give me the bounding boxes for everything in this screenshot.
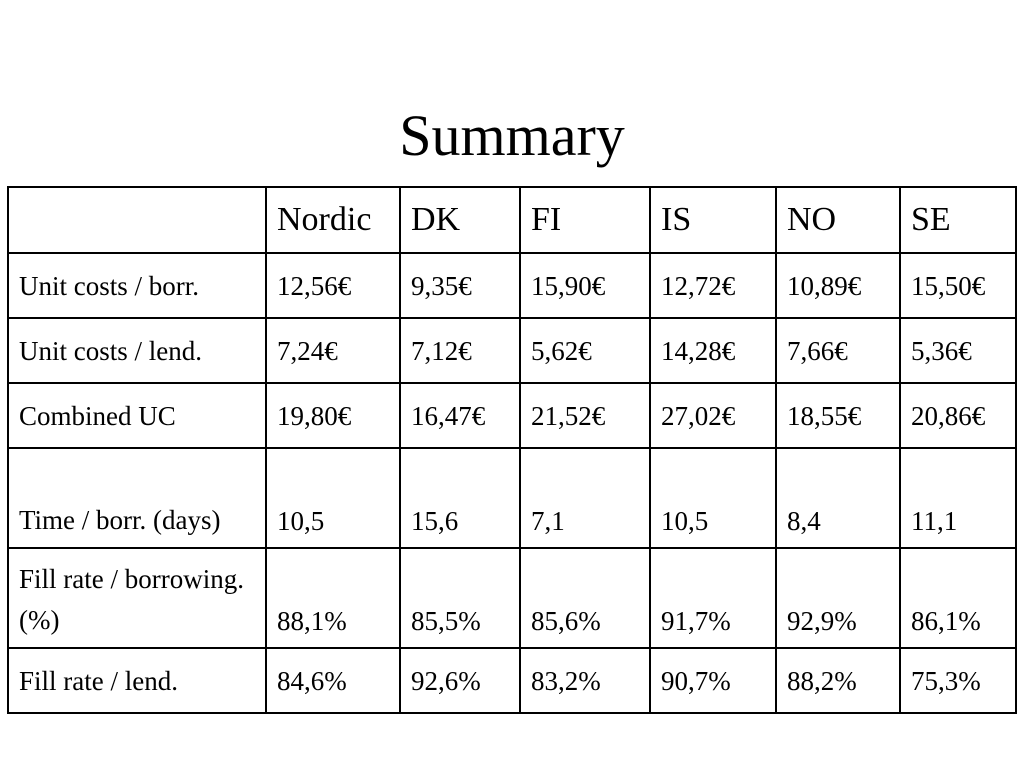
column-header-empty <box>8 187 266 253</box>
table-cell: 85,5% <box>400 548 520 648</box>
table-cell: 5,36€ <box>900 318 1016 383</box>
table-cell: 15,50€ <box>900 253 1016 318</box>
table-cell: 84,6% <box>266 648 400 713</box>
column-header-fi: FI <box>520 187 650 253</box>
table-row <box>8 318 1016 383</box>
table-cell: 11,1 <box>900 448 1016 548</box>
table-cell: 88,1% <box>266 548 400 648</box>
table-row <box>8 383 1016 448</box>
row-label: Fill rate / borrowing. (%) <box>8 548 266 648</box>
column-header-se: SE <box>900 187 1016 253</box>
table-cell: 27,02€ <box>650 383 776 448</box>
table-cell: 19,80€ <box>266 383 400 448</box>
column-header-nordic: Nordic <box>266 187 400 253</box>
table-cell: 75,3% <box>900 648 1016 713</box>
column-header-is: IS <box>650 187 776 253</box>
table-cell: 83,2% <box>520 648 650 713</box>
table-cell: 92,6% <box>400 648 520 713</box>
table-cell: 12,56€ <box>266 253 400 318</box>
table-cell: 10,89€ <box>776 253 900 318</box>
table-cell: 91,7% <box>650 548 776 648</box>
row-label: Unit costs / lend. <box>8 318 266 383</box>
row-label: Unit costs / borr. <box>8 253 266 318</box>
table-cell: 9,35€ <box>400 253 520 318</box>
table-header-row <box>8 187 1016 253</box>
table-row <box>8 548 1016 648</box>
table-row <box>8 253 1016 318</box>
row-label: Time / borr. (days) <box>8 448 266 548</box>
table-cell: 90,7% <box>650 648 776 713</box>
table-cell: 86,1% <box>900 548 1016 648</box>
table-cell: 7,24€ <box>266 318 400 383</box>
table-cell: 5,62€ <box>520 318 650 383</box>
table-cell: 7,12€ <box>400 318 520 383</box>
column-header-dk: DK <box>400 187 520 253</box>
table-cell: 15,6 <box>400 448 520 548</box>
table-cell: 16,47€ <box>400 383 520 448</box>
page-title: Summary <box>399 103 625 168</box>
table-cell: 10,5 <box>650 448 776 548</box>
table-cell: 10,5 <box>266 448 400 548</box>
table-cell: 88,2% <box>776 648 900 713</box>
table-cell: 15,90€ <box>520 253 650 318</box>
table-row <box>8 448 1016 548</box>
table-cell: 20,86€ <box>900 383 1016 448</box>
row-label: Combined UC <box>8 383 266 448</box>
row-label: Fill rate / lend. <box>8 648 266 713</box>
table-row <box>8 648 1016 713</box>
table-cell: 85,6% <box>520 548 650 648</box>
table-cell: 7,66€ <box>776 318 900 383</box>
column-header-no: NO <box>776 187 900 253</box>
table-cell: 18,55€ <box>776 383 900 448</box>
table-cell: 8,4 <box>776 448 900 548</box>
table-cell: 14,28€ <box>650 318 776 383</box>
summary-table <box>7 186 1017 714</box>
table-cell: 92,9% <box>776 548 900 648</box>
table-cell: 12,72€ <box>650 253 776 318</box>
table-cell: 7,1 <box>520 448 650 548</box>
table-cell: 21,52€ <box>520 383 650 448</box>
